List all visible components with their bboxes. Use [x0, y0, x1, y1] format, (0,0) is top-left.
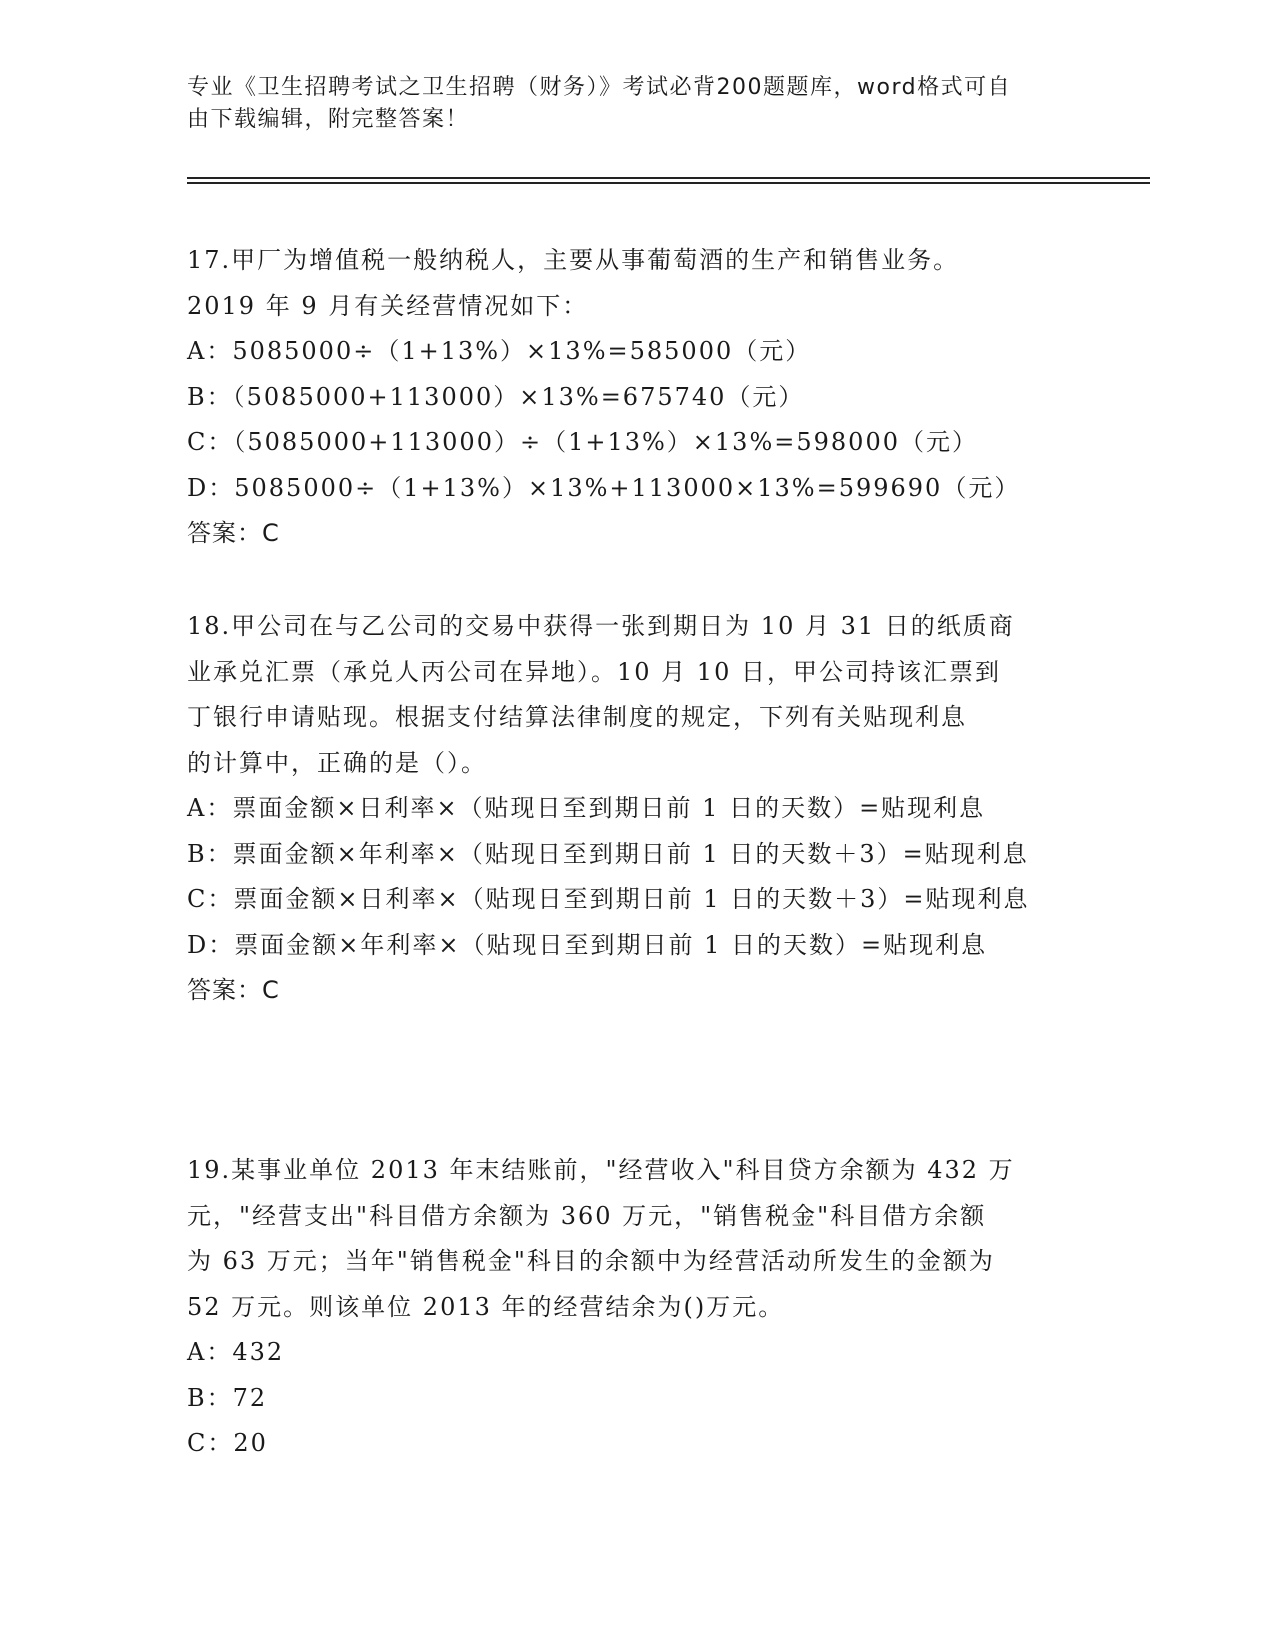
- option-b: [187, 832, 1087, 878]
- option-b-text: B：票面金额×年利率×（贴现日至到期日前 1 日的天数＋3）=贴现利息: [187, 839, 1029, 868]
- option-c: [187, 877, 1087, 923]
- option-c-text: C：票面金额×日利率×（贴现日至到期日前 1 日的天数＋3）=贴现利息: [187, 885, 1030, 913]
- answer: 答案：C: [187, 976, 280, 1004]
- option-b: B：72: [187, 1383, 268, 1412]
- option-a: A：5085000÷（1+13%）×13%=585000（元）: [187, 337, 812, 365]
- question-stem-line: 元，"经营支出"科目借方余额为 360 万元，"销售税金"科目借方余额: [187, 1201, 987, 1230]
- question-stem-line: 52 万元。则该单位 2013 年的经营结余为()万元。: [187, 1292, 785, 1321]
- option-b: B：（5085000+113000）×13%=675740（元）: [187, 382, 805, 411]
- question-stem-line: 2019 年 9 月有关经营情况如下：: [187, 291, 589, 320]
- question-stem-line: 业承兑汇票（承兑人丙公司在异地）。10 月 10 日，甲公司持该汇票到: [187, 657, 1001, 686]
- question-stem-line: 19.某事业单位 2013 年末结账前，"经营收入"科目贷方余额为 432 万: [187, 1156, 1015, 1184]
- option-d: D：票面金额×年利率×（贴现日至到期日前 1 日的天数）=贴现利息: [187, 930, 988, 959]
- header-divider-top: [187, 177, 1150, 179]
- header-line-2: 由下载编辑，附完整答案！: [187, 107, 470, 132]
- option-a: A：票面金额×日利率×（贴现日至到期日前 1 日的天数）=贴现利息: [187, 794, 986, 822]
- question-18: [187, 604, 1087, 1014]
- header-divider-bottom: [187, 182, 1150, 184]
- question-stem-line: 17.甲厂为增值税一般纳税人，主要从事葡萄酒的生产和销售业务。: [187, 246, 960, 274]
- document-header: [187, 72, 1087, 136]
- question-stem-line: 丁银行申请贴现。根据支付结算法律制度的规定，下列有关贴现利息: [187, 703, 967, 731]
- question-stem-line: 为 63 万元；当年"销售税金"科目的余额中为经营活动所发生的金额为: [187, 1247, 995, 1275]
- option-c: C：20: [187, 1429, 268, 1457]
- question-19: [187, 1148, 1087, 1467]
- header-line-1: 专业《卫生招聘考试之卫生招聘（财务）》考试必背200题题库，word格式可自: [187, 75, 1012, 100]
- question-stem-line: 18.甲公司在与乙公司的交易中获得一张到期日为 10 月 31 日的纸质商: [187, 612, 1015, 640]
- question-17: [187, 238, 1087, 557]
- option-c: C：（5085000+113000）÷（1+13%）×13%=598000（元）: [187, 428, 978, 456]
- option-d: D：5085000÷（1+13%）×13%+113000×13%=599690（元）: [187, 473, 1021, 502]
- question-stem-line: 的计算中，正确的是（）。: [187, 748, 487, 777]
- option-a: A：432: [187, 1338, 285, 1366]
- answer: 答案：C: [187, 519, 280, 547]
